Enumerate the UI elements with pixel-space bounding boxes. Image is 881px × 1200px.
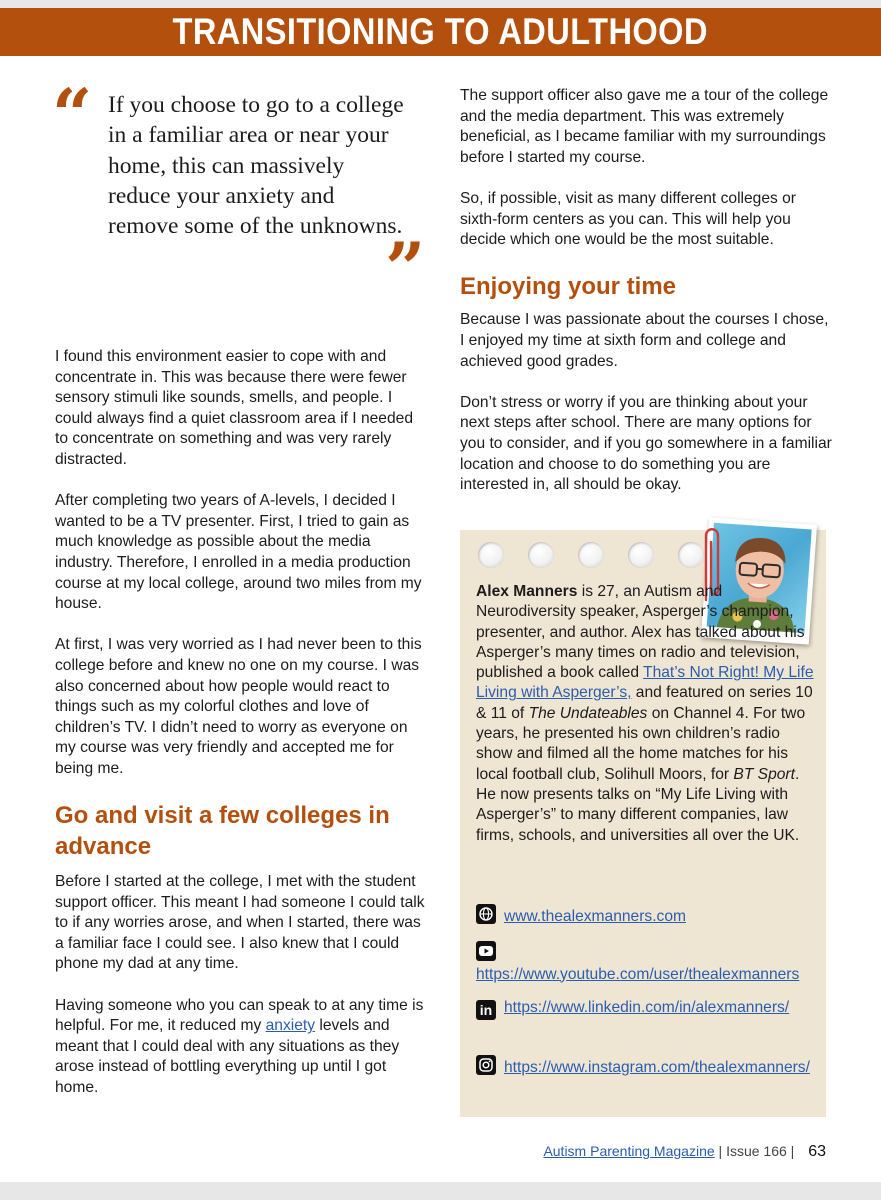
bio-text: . He now presents talks on “My Life Living with Asperger’s” to many different companies, law firms, schools, and universities all over the UK. [476,765,800,844]
paragraph: Don’t stress or worry if you are thinking about your next steps after school. There are many options for you to consider, and if you go somewhere in a familiar location and choose to do something you are interested in, all should be okay. [460,393,832,494]
author-name: Alex Manners [476,583,578,600]
paragraph: So, if possible, visit as many different colleges or sixth-form centers as you can. This will help you decide which one would be the most suitable. [460,189,797,249]
footer-separator: | [718,1143,723,1159]
open-quote-mark: “ [52,73,93,156]
contact-youtube [476,941,816,985]
header-band [0,8,881,56]
pull-quote [52,73,435,310]
bio-text: is 27, an Autism and Neurodiversity speaker, Asperger’s champion, presenter, and author. Alex has talked about his Asperger’s many times on radio and television, published a book called [476,583,805,682]
page-number: 63 [808,1143,826,1160]
paragraph-text: levels and meant that I could deal with any situations as they arose instead of bottling everything up until I got home. [55,1017,400,1096]
left-column [55,347,427,1119]
contact-website [476,904,816,928]
paragraph: I found this environment easier to cope with and concentrate in. This was because there were fewer sensory stimuli like sounds, smells, and people. I could always find a quiet classroom area if I needed to concentrate on something and was very rarely distracted. [55,348,413,468]
paragraph: Before I started at the college, I met with the student support officer. This meant I had someone I could talk to if any worries arose, and when I started, there was a familiar face I could see. I also knew that I could phone my dad at any time. [55,873,425,973]
contact-instagram [476,1055,816,1079]
paragraph: Because I was passionate about the courses I chose, I enjoyed my time at sixth form and college and achieved good grades. [460,311,829,370]
footer-separator: | [790,1143,795,1159]
paragraph-text: Having someone who you can speak to at any time is helpful. For me, it reduced my [55,996,424,1035]
globe-icon [476,904,496,924]
youtube-icon [476,941,496,961]
book-link[interactable]: That’s Not Right! My Life Living with Asperger’s, [476,664,814,702]
linkedin-icon [476,1000,496,1020]
binder-hole [628,542,654,568]
website-link[interactable]: www.thealexmanners.com [504,908,687,925]
instagram-link[interactable]: https://www.instagram.com/thealexmanners/ [504,1059,810,1076]
broadcaster-name: BT Sport [733,765,795,783]
bottom-strip [0,1182,881,1200]
binder-hole [478,542,504,568]
linkedin-link[interactable]: https://www.linkedin.com/in/alexmanners/ [504,999,790,1016]
binder-hole [578,542,604,568]
page-title: TRANSITIONING TO ADULTHOOD [172,11,709,52]
linkedin-glyph: in [479,1002,493,1018]
right-column [460,86,832,516]
instagram-icon [476,1055,496,1075]
anxiety-link[interactable]: anxiety [265,1017,316,1035]
section-heading-enjoying-time: Enjoying your time [460,273,677,301]
paragraph: After completing two years of A-levels, I decided I wanted to be a TV presenter. First, I tried to gain as much knowledge as possible about the media industry. Therefore, I enrolled in a media production course at my local college, around two miles from my house. [55,492,422,613]
section-heading-visit-colleges: Go and visit a few colleges in advance [55,802,390,861]
youtube-link[interactable]: https://www.youtube.com/user/thealexmanners [476,965,800,983]
author-bio-text [476,582,816,846]
paragraph [55,996,427,1099]
show-title: The Undateables [528,704,648,722]
binder-hole [528,542,554,568]
paragraph: At first, I was very worried as I had never been to this college before and knew no one on my course. I was also concerned about how people would react to things such as my colorful clothes and love of children’s TV. I didn’t need to worry as everyone on my course was very friendly and accepted me for being me. [55,636,422,777]
contact-linkedin [476,998,816,1020]
bio-text: and featured on series 10 & 11 of [476,684,813,722]
pull-quote-text: If you choose to go to a college in a familiar area or near your home, this can massively reduce your anxiety and remove some of the unknowns. [108,92,404,240]
magazine-link[interactable]: Autism Parenting Magazine [543,1143,715,1159]
close-quote-mark: ” [385,227,426,310]
paragraph: The support officer also gave me a tour of the college and the media department. This was extremely beneficial, as I became familiar with my surroundings before I started my course. [460,87,829,166]
page-footer [0,1143,826,1161]
issue-number: Issue 166 [726,1143,787,1159]
bio-text: on Channel 4. For two years, he presented his own children’s radio show and filmed all the home matches for his local football club, Solihull Moors, for [476,704,806,783]
top-strip [0,0,881,8]
